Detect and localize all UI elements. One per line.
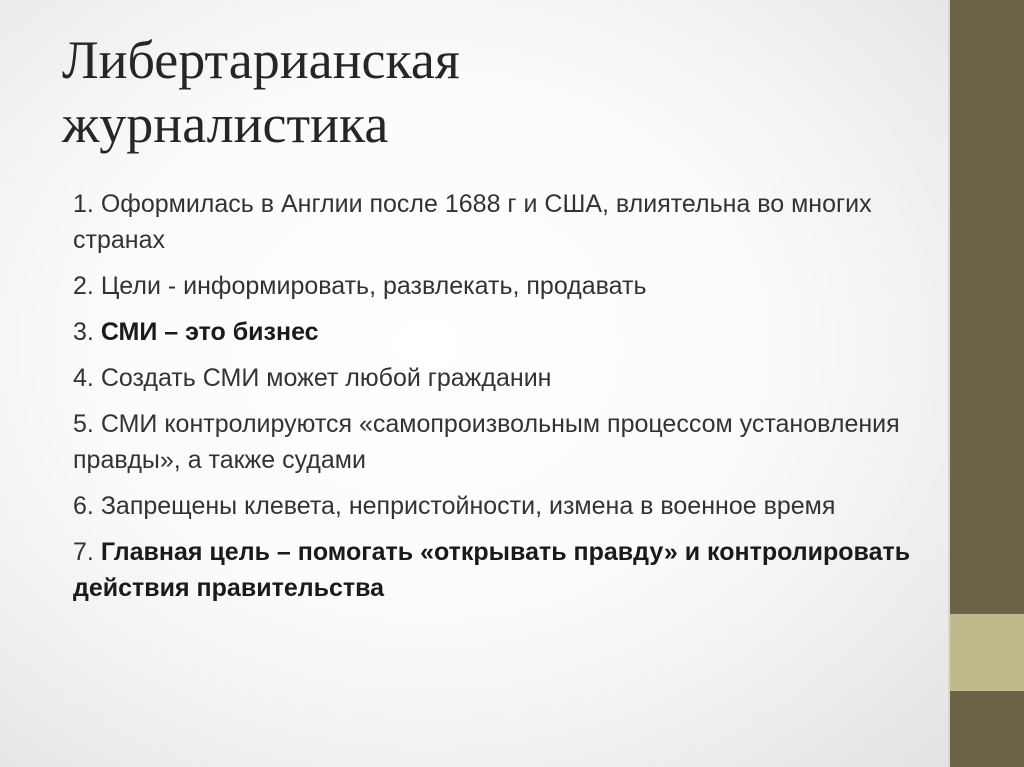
item-number: 4. (73, 364, 94, 392)
item-text-bold: Главная цель – помогать «открывать правду» и контролировать действия правительства (73, 538, 911, 602)
item-number: 7. (73, 538, 94, 566)
list-item (73, 534, 913, 606)
item-text-bold: СМИ – это бизнес (100, 318, 319, 346)
list-item (73, 314, 913, 350)
list-item (73, 488, 913, 524)
sidebar-accent-block (950, 614, 1024, 691)
list-item (73, 360, 913, 396)
list-item (73, 268, 913, 304)
list-item (73, 186, 913, 258)
content-list (73, 186, 913, 616)
list-item (73, 406, 913, 478)
title-line-2: журналистика (62, 94, 389, 154)
item-number: 5. (73, 410, 94, 438)
title-line-1: Либертарианская (62, 30, 460, 90)
item-text: Создать СМИ может любой гражданин (100, 364, 552, 392)
item-text: СМИ контролируются «самопроизвольным процессом установления правды», а также судами (73, 410, 900, 474)
item-number: 3. (73, 318, 94, 346)
item-number: 2. (73, 272, 94, 300)
item-text: Цели - информировать, развлекать, продавать (100, 272, 647, 300)
item-text: Оформилась в Англии после 1688 г и США, влиятельна во многих странах (73, 190, 872, 254)
item-number: 6. (73, 492, 94, 520)
item-number: 1. (73, 190, 94, 218)
item-text: Запрещены клевета, непристойности, измена в военное время (100, 492, 836, 520)
slide-title (62, 28, 922, 156)
